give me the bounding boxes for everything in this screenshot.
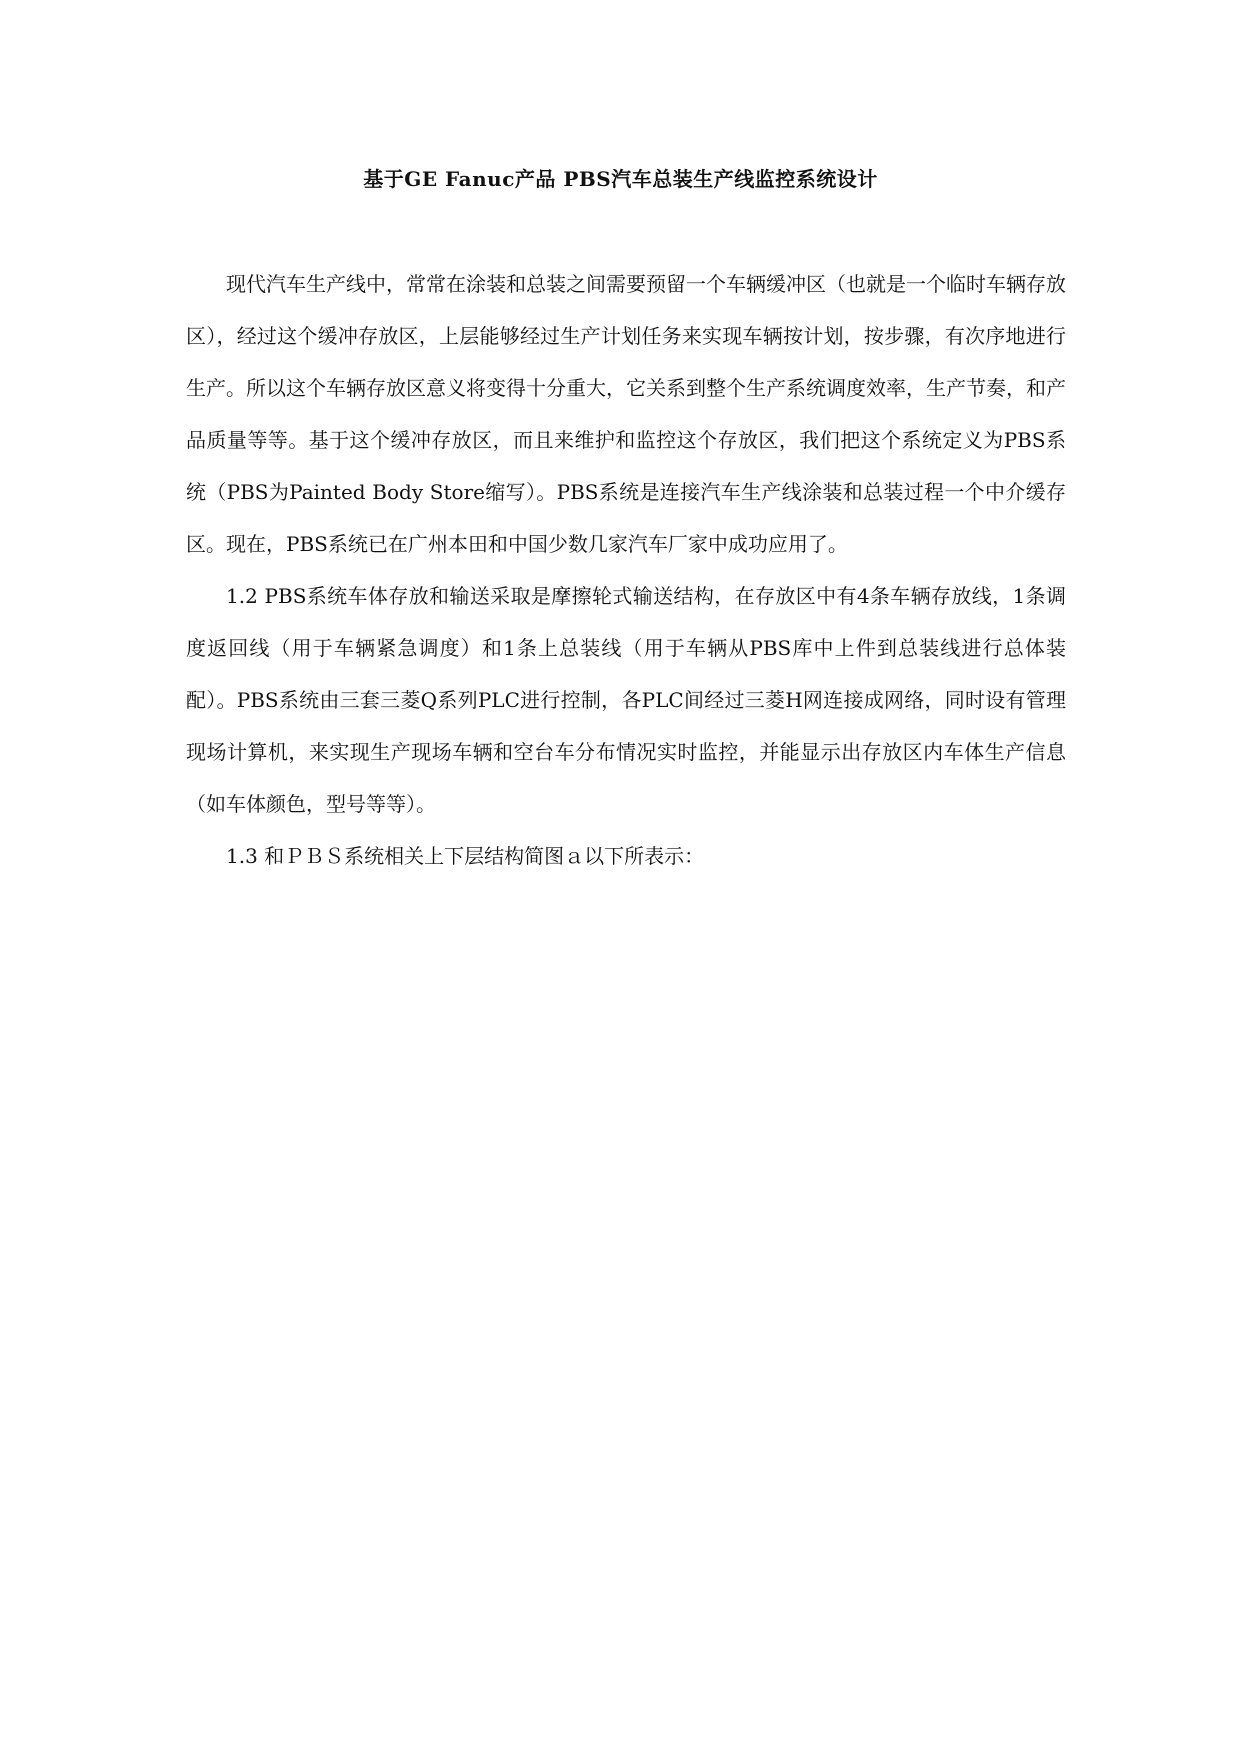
paragraph-section-1-3: 1.3 和ＰＢＳ系统相关上下层结构简图ａ以下所表示：	[226, 844, 705, 868]
paragraph-intro: 现代汽车生产线中，常常在涂装和总装之间需要预留一个车辆缓冲区（也就是一个临时车辆存放区），经过这个缓冲存放区，上层能够经过生产计划任务来实现车辆按计划，按步骤，有次序地进行生产。所以这个车辆存放区意义将变得十分重大，它关系到整个生产系统调度效率，生产节奏，和产品质量等等。基于这个缓冲存放区，而且来维护和监控这个存放区，我们把这个系统定义为PBS系统（PBS为Painted Body Store缩写）。PBS系统是连接汽车生产线涂装和总装过程一个中介缓存区。现在，PBS系统已在广州本田和中国少数几家汽车厂家中成功应用了。	[186, 272, 1066, 556]
document-body	[186, 258, 1066, 882]
paragraph-section-1-2: 1.2 PBS系统车体存放和输送采取是摩擦轮式输送结构，在存放区中有4条车辆存放线，1条调度返回线（用于车辆紧急调度）和1条上总装线（用于车辆从PBS库中上件到总装线进行总体装配）。PBS系统由三套三菱Q系列PLC进行控制，各PLC间经过三菱H网连接成网络，同时设有管理现场计算机，来实现生产现场车辆和空台车分布情况实时监控，并能显示出存放区内车体生产信息（如车体颜色，型号等等）。	[186, 584, 1066, 816]
document-title: 基于GE Fanuc产品 PBS汽车总装生产线监控系统设计	[363, 167, 878, 191]
